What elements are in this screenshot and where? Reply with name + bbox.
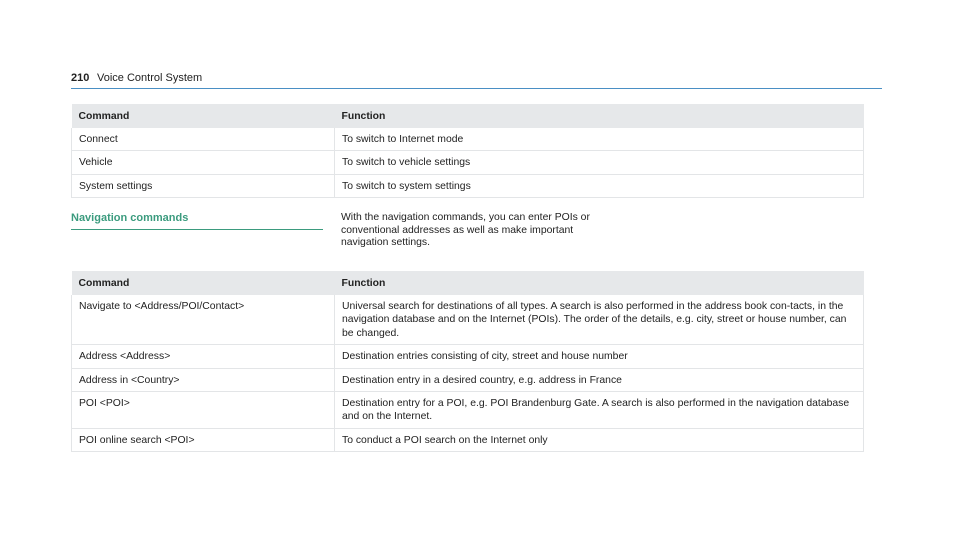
command-cell: Vehicle — [72, 151, 335, 174]
table-row — [72, 345, 864, 368]
column-header-function: Function — [335, 104, 864, 128]
table-header-row — [72, 104, 864, 128]
command-table-general — [71, 104, 864, 198]
command-table-navigation — [71, 271, 864, 452]
command-cell: POI <POI> — [72, 392, 335, 429]
table-row — [72, 428, 864, 451]
command-cell: Connect — [72, 128, 335, 151]
page-header — [71, 72, 882, 89]
command-cell: Navigate to <Address/POI/Contact> — [72, 295, 335, 345]
table-row — [72, 295, 864, 345]
function-cell: Destination entry for a POI, e.g. POI Brandenburg Gate. A search is also performed in the navigation database and on the Internet. — [335, 392, 864, 429]
table-row — [72, 128, 864, 151]
function-cell: To switch to Internet mode — [335, 128, 864, 151]
section-intro-text: With the navigation commands, you can enter POIs or conventional addresses as well as make important navigation settings. — [341, 212, 590, 249]
command-cell: Address in <Country> — [72, 368, 335, 391]
function-cell: Destination entries consisting of city, street and house number — [335, 345, 864, 368]
command-cell: Address <Address> — [72, 345, 335, 368]
section-heading: Navigation commands — [71, 212, 323, 230]
table-row — [72, 151, 864, 174]
table-row — [72, 392, 864, 429]
command-cell: System settings — [72, 174, 335, 197]
column-header-command: Command — [72, 104, 335, 128]
function-cell: To conduct a POI search on the Internet only — [335, 428, 864, 451]
table-header-row — [72, 271, 864, 295]
chapter-title: Voice Control System — [97, 72, 203, 84]
column-header-command: Command — [72, 271, 335, 295]
command-cell: POI online search <POI> — [72, 428, 335, 451]
table-row — [72, 174, 864, 197]
function-cell: Destination entry in a desired country, e.g. address in France — [335, 368, 864, 391]
function-cell: Universal search for destinations of all types. A search is also performed in the address book con-tacts, in the navigation database and on the Internet (POIs). The order of the details, e.g. city, street or house number, can be changed. — [335, 295, 864, 345]
page-number: 210 — [71, 72, 90, 84]
function-cell: To switch to vehicle settings — [335, 151, 864, 174]
function-cell: To switch to system settings — [335, 174, 864, 197]
table-row — [72, 368, 864, 391]
column-header-function: Function — [335, 271, 864, 295]
